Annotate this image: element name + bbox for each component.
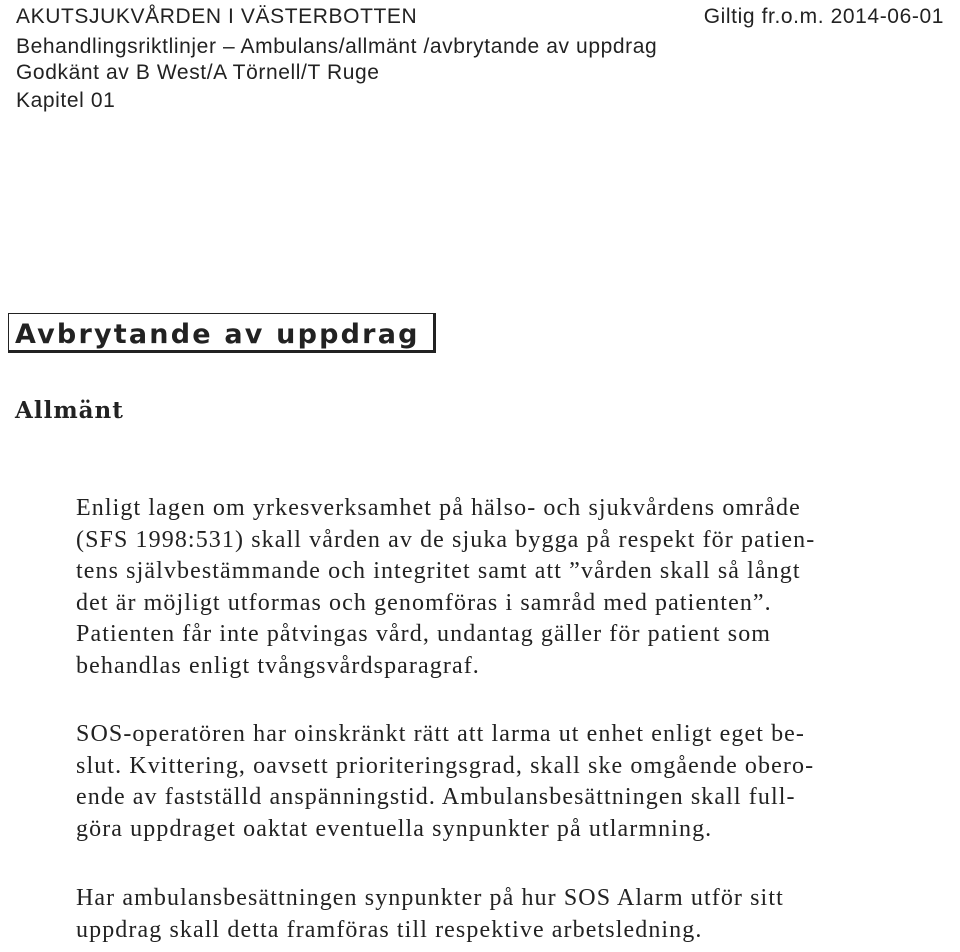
paragraph-line: ende av fastställd anspänningstid. Ambulansbesättningen skall full- xyxy=(76,784,796,810)
header-guideline: Behandlingsriktlinjer – Ambulans/allmänt /avbrytande av uppdrag xyxy=(16,35,658,58)
paragraph-line: tens självbestämmande och integritet samt att ”vården skall så långt xyxy=(76,558,801,584)
header-agency: AKUTSJUKVÅRDEN I VÄSTERBOTTEN xyxy=(16,5,418,28)
paragraph-line: Patienten får inte påtvingas vård, undantag gäller för patient som xyxy=(76,621,772,647)
paragraph-line: göra uppdraget oaktat eventuella synpunkter på utlarmning. xyxy=(76,815,713,842)
paragraph-1 xyxy=(76,493,956,682)
paragraph-line: uppdrag skall detta framföras till respektive arbetsledning. xyxy=(76,916,703,943)
paragraph-line: Enligt lagen om yrkesverksamhet på hälso- och sjukvårdens område xyxy=(76,495,801,521)
header-chapter: Kapitel 01 xyxy=(16,89,116,112)
paragraph-line: behandlas enligt tvångsvårdsparagraf. xyxy=(76,652,480,679)
paragraph-2 xyxy=(76,719,956,845)
paragraph-3 xyxy=(76,883,956,946)
header-valid-from: Giltig fr.o.m. 2014-06-01 xyxy=(703,5,944,28)
section-heading: Allmänt xyxy=(15,397,124,424)
paragraph-line: Har ambulansbesättningen synpunkter på hur SOS Alarm utför sitt xyxy=(76,885,784,911)
header-approved-by: Godkänt av B West/A Törnell/T Ruge xyxy=(16,61,380,84)
paragraph-line: det är möjligt utformas och genomföras i samråd med patienten”. xyxy=(76,589,772,616)
paragraph-line: slut. Kvittering, oavsett prioriteringsgrad, skall ske omgående obero- xyxy=(76,752,815,779)
paragraph-line: SOS-operatören har oinskränkt rätt att larma ut enhet enligt eget be- xyxy=(76,721,806,747)
paragraph-line: (SFS 1998:531) skall vården av de sjuka bygga på respekt för patien- xyxy=(76,526,816,553)
document-title: Avbrytande av uppdrag xyxy=(15,319,420,350)
